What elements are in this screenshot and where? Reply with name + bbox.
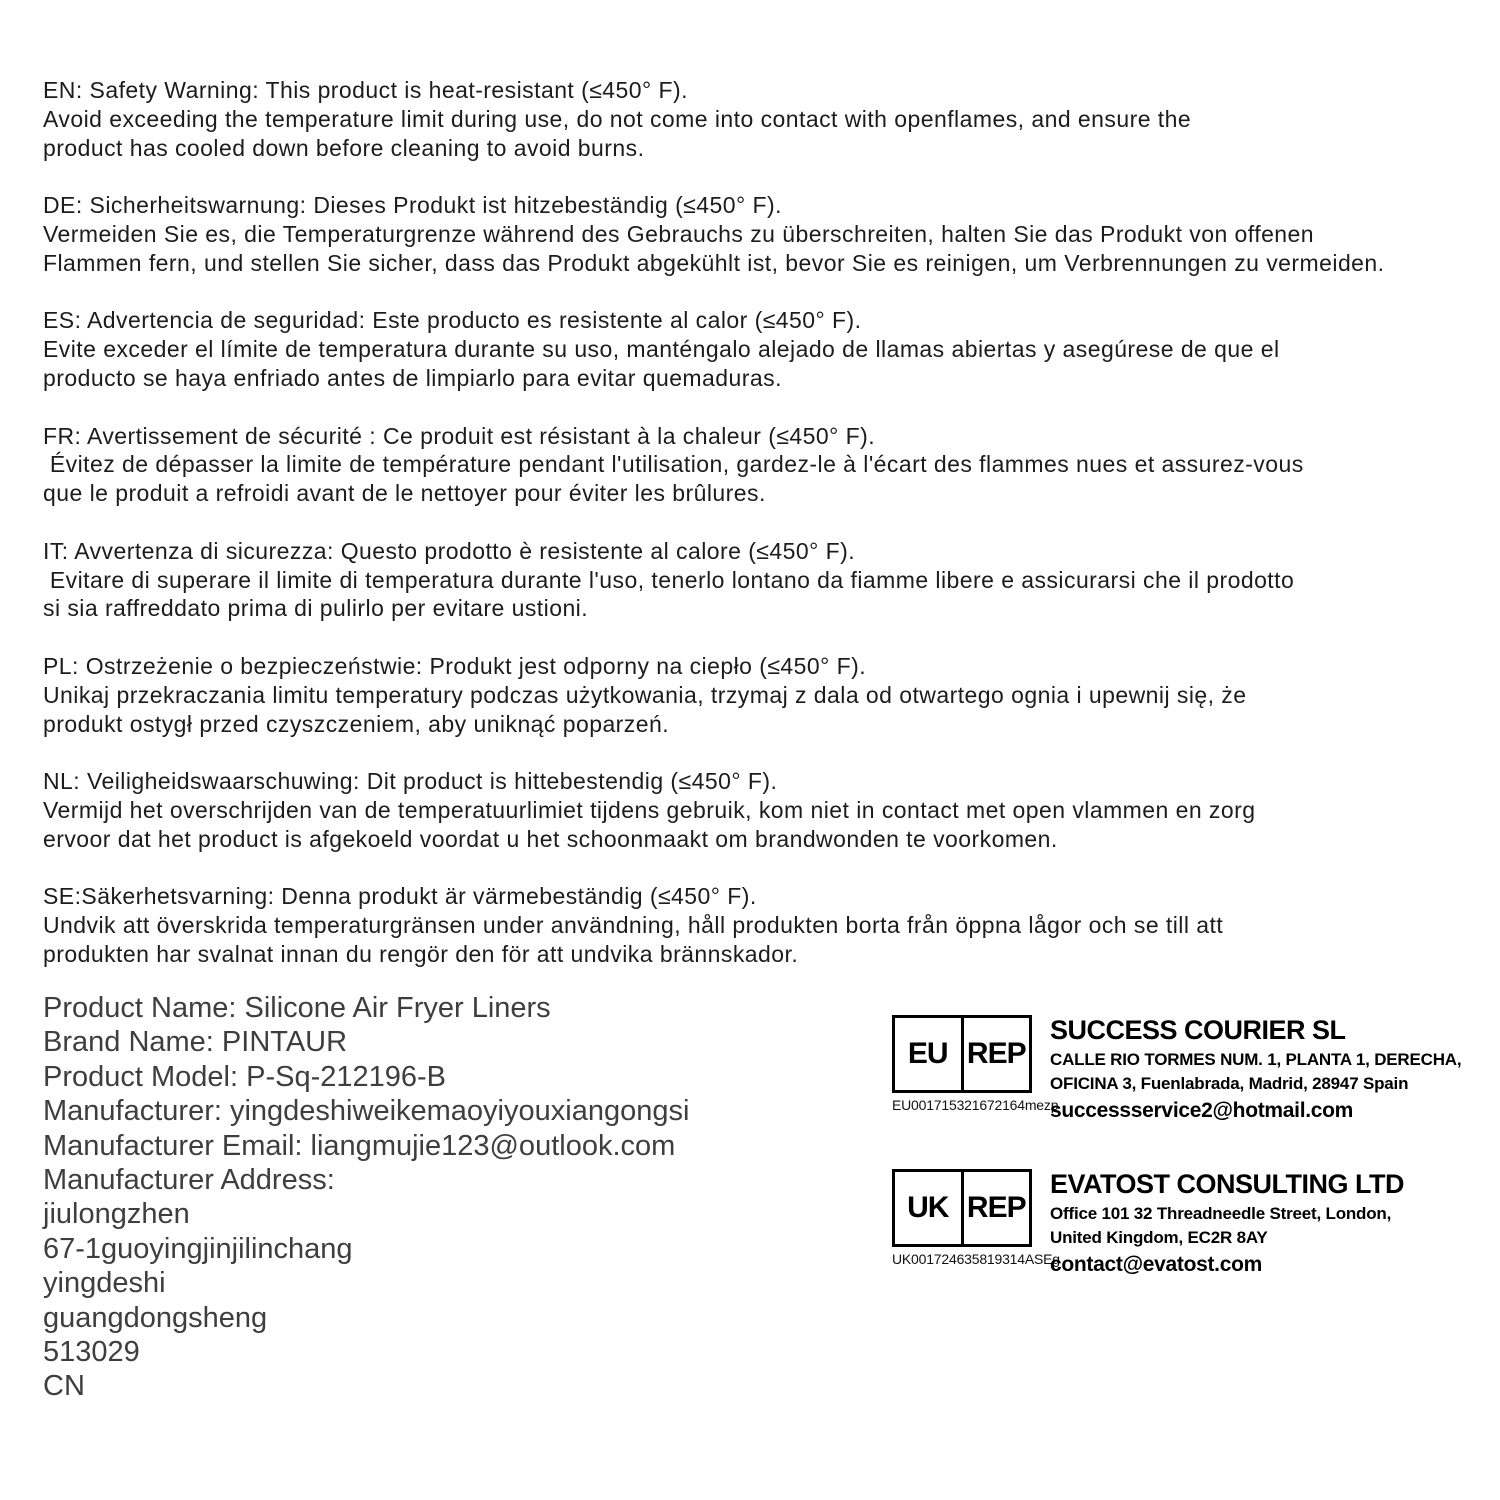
uk-rep-section <box>892 1169 1404 1277</box>
eu-rep-company-name: SUCCESS COURIER SL <box>1050 1015 1346 1045</box>
warning-line: si sia raffreddato prima di pulirlo per evitare ustioni. <box>43 595 589 622</box>
eu-rep-box-right-label: REP <box>966 1037 1026 1070</box>
warning-block-pl <box>43 652 1493 738</box>
warning-block-es <box>43 306 1493 392</box>
eu-rep-section <box>892 1015 1461 1123</box>
warning-line: Evite exceder el límite de temperatura durante su uso, manténgalo alejado de llamas abiertas y asegúrese de que el <box>43 336 1280 363</box>
warning-heading-it: IT: Avvertenza di sicurezza: Questo prodotto è resistente al calore (≤450° F). <box>43 537 856 564</box>
warning-block-it <box>43 537 1493 623</box>
warning-line: Evitare di superare il limite di temperatura durante l'uso, tenerlo lontano da fiamme libere e assicurarsi che il prodotto <box>43 566 1295 593</box>
warning-heading-nl: NL: Veiligheidswaarschuwing: Dit product is hittebestendig (≤450° F). <box>43 768 778 795</box>
eu-rep-box-left-label: EU <box>895 1018 964 1090</box>
uk-rep-registration-code: UK001724635819314ASEg <box>892 1251 1060 1267</box>
uk-rep-box-right-label: REP <box>966 1191 1026 1224</box>
warning-block-nl <box>43 767 1493 853</box>
warning-line: Évitez de dépasser la limite de température pendant l'utilisation, gardez-le à l'écart des flammes nues et assurez-vous <box>43 451 1304 478</box>
warning-line: ervoor dat het product is afgekoeld voordat u het schoonmaakt om brandwonden te voorkomen. <box>43 825 1058 852</box>
warning-heading-es: ES: Advertencia de seguridad: Este producto es resistente al calor (≤450° F). <box>43 307 862 334</box>
eu-rep-box <box>892 1015 1032 1093</box>
warning-line: Vermeiden Sie es, die Temperaturgrenze während des Gebrauchs zu überschreiten, halten Sie das Produkt von offenen <box>43 220 1315 247</box>
uk-rep-email: contact@evatost.com <box>1050 1253 1263 1276</box>
uk-rep-box <box>892 1169 1032 1247</box>
product-model: Product Model: P-Sq-212196-B <box>43 1060 446 1093</box>
address-line: 67-1guoyingjinjilinchang <box>43 1232 353 1265</box>
warning-line: Flammen fern, und stellen Sie sicher, dass das Produkt abgekühlt ist, bevor Sie es reinigen, um Verbrennungen zu vermeiden. <box>43 249 1385 276</box>
manufacturer-address-label: Manufacturer Address: <box>43 1164 335 1197</box>
warning-line: produkt ostygł przed czyszczeniem, aby uniknąć poparzeń. <box>43 710 670 737</box>
uk-rep-mark <box>892 1169 1060 1267</box>
warning-block-se <box>43 882 1493 968</box>
warning-heading-fr: FR: Avertissement de sécurité : Ce produit est résistant à la chaleur (≤450° F). <box>43 422 876 449</box>
warning-block-de <box>43 191 1493 277</box>
brand-name: Brand Name: PINTAUR <box>43 1026 348 1059</box>
eu-rep-registration-code: EU001715321672164mezp <box>892 1097 1059 1113</box>
eu-rep-address-line: OFICINA 3, Fuenlabrada, Madrid, 28947 Spain <box>1050 1074 1409 1093</box>
eu-rep-details <box>1050 1015 1461 1123</box>
address-line: guangdongsheng <box>43 1301 268 1334</box>
warning-line: product has cooled down before cleaning to avoid burns. <box>43 134 645 161</box>
manufacturer-email: Manufacturer Email: liangmujie123@outlook.com <box>43 1129 676 1162</box>
product-info <box>43 991 689 1404</box>
address-line: jiulongzhen <box>43 1198 190 1231</box>
eu-rep-address-line: CALLE RIO TORMES NUM. 1, PLANTA 1, DERECHA, <box>1050 1050 1462 1069</box>
warning-line: Vermijd het overschrijden van de temperatuurlimiet tijdens gebruik, kom niet in contact met open vlammen en zorg <box>43 796 1256 823</box>
warning-heading-en: EN: Safety Warning: This product is heat-resistant (≤450° F). <box>43 77 688 103</box>
address-line: yingdeshi <box>43 1267 166 1300</box>
warning-line: produkten har svalnat innan du rengör den för att undvika brännskador. <box>43 940 799 967</box>
address-postal-code: 513029 <box>43 1336 140 1369</box>
warning-block-en <box>43 76 1493 162</box>
warning-block-fr <box>43 422 1493 508</box>
warning-line: Undvik att överskrida temperaturgränsen under användning, håll produkten borta från öppna lågor och se till att <box>43 912 1224 939</box>
uk-rep-box-left-label: UK <box>895 1172 964 1244</box>
address-country: CN <box>43 1370 85 1403</box>
safety-warnings <box>43 76 1493 998</box>
warning-line: Unikaj przekraczania limitu temperatury podczas użytkowania, trzymaj z dala od otwartego ognia i upewnij się, że <box>43 681 1247 708</box>
uk-rep-details <box>1050 1169 1404 1277</box>
warning-heading-pl: PL: Ostrzeżenie o bezpieczeństwie: Produkt jest odporny na ciepło (≤450° F). <box>43 652 867 679</box>
manufacturer: Manufacturer: yingdeshiweikemaoyiyouxiangongsi <box>43 1095 690 1128</box>
uk-rep-address-line: Office 101 32 Threadneedle Street, London, <box>1050 1204 1392 1223</box>
warning-heading-se: SE:Säkerhetsvarning: Denna produkt är värmebeständig (≤450° F). <box>43 883 757 910</box>
eu-rep-email: successservice2@hotmail.com <box>1050 1099 1354 1122</box>
eu-rep-mark <box>892 1015 1059 1113</box>
warning-line: que le produit a refroidi avant de le nettoyer pour éviter les brûlures. <box>43 480 766 507</box>
product-name: Product Name: Silicone Air Fryer Liners <box>43 992 551 1024</box>
warning-line: Avoid exceeding the temperature limit during use, do not come into contact with openflames, and ensure the <box>43 105 1192 132</box>
warning-heading-de: DE: Sicherheitswarnung: Dieses Produkt ist hitzebeständig (≤450° F). <box>43 192 782 219</box>
warning-line: producto se haya enfriado antes de limpiarlo para evitar quemaduras. <box>43 364 782 391</box>
uk-rep-company-name: EVATOST CONSULTING LTD <box>1050 1169 1404 1199</box>
uk-rep-address-line: United Kingdom, EC2R 8AY <box>1050 1228 1268 1247</box>
